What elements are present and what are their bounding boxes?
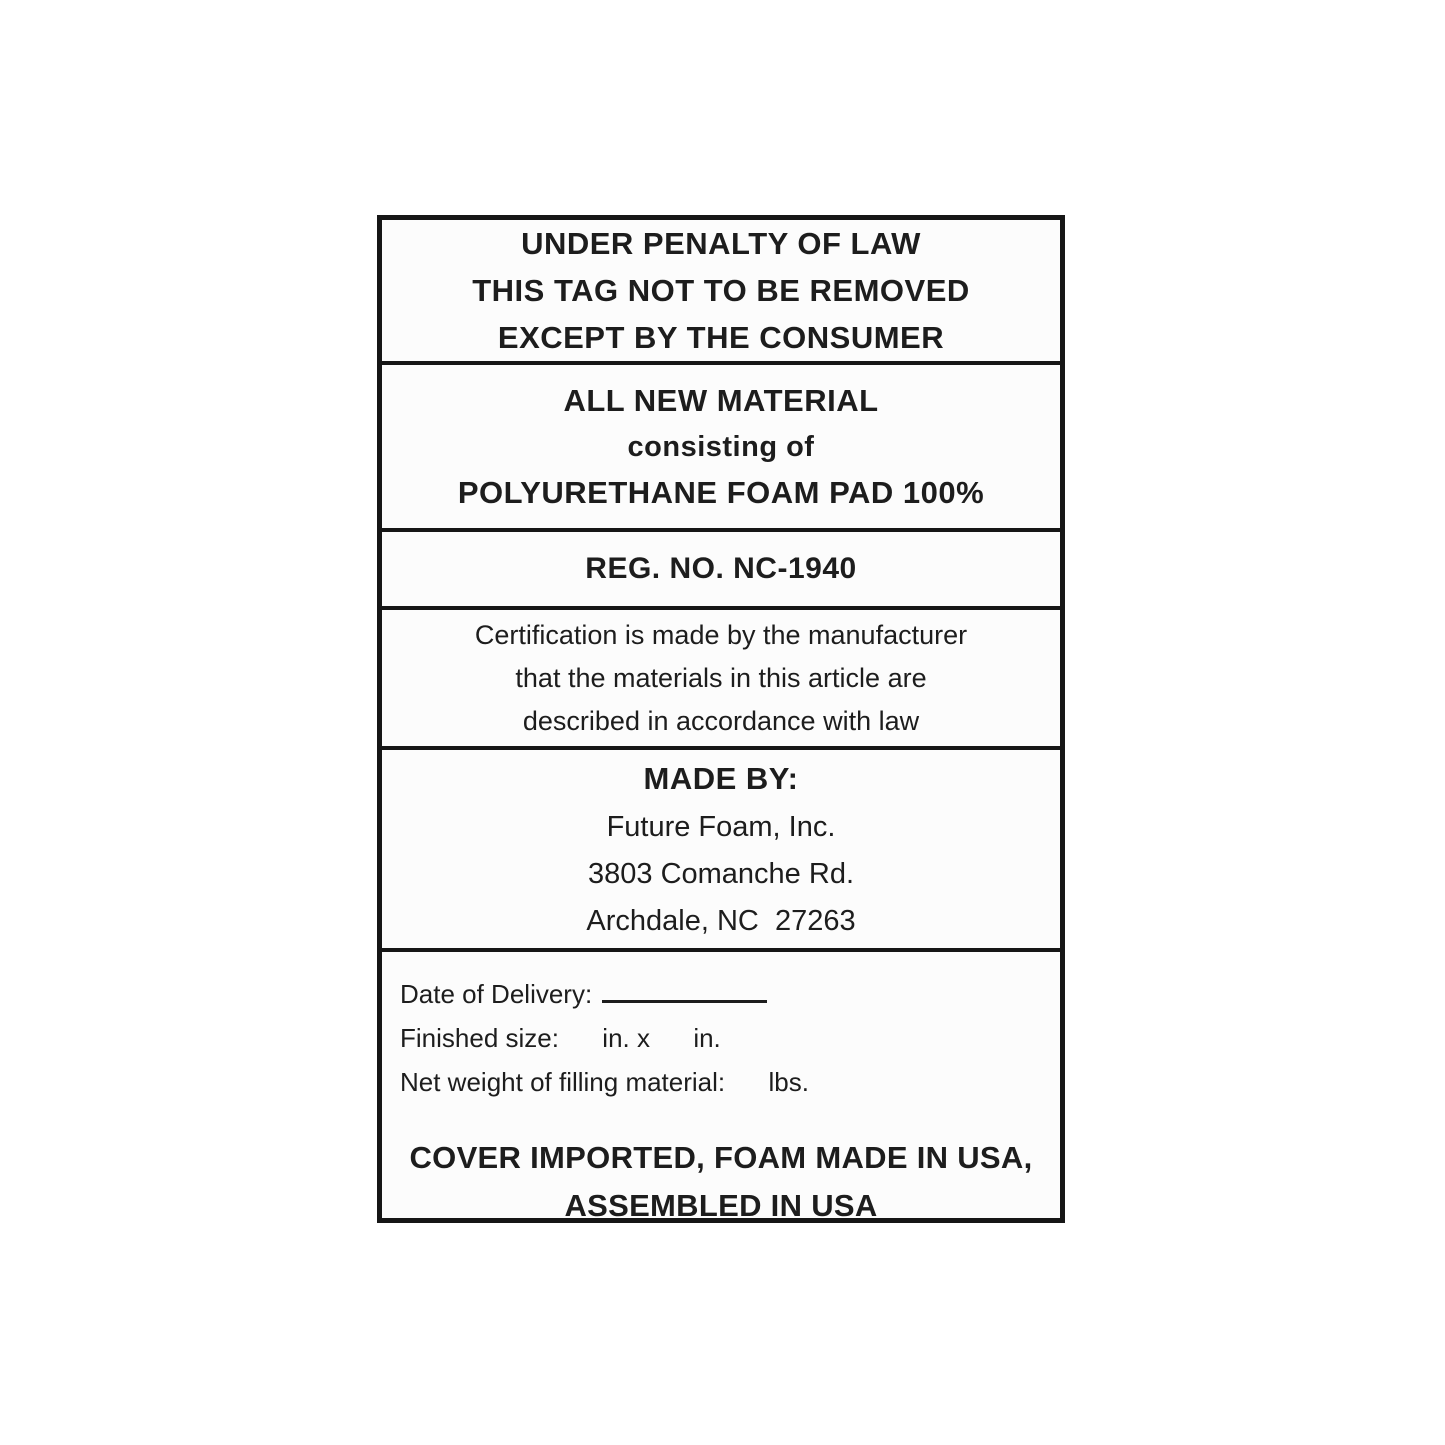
made-by-heading: MADE BY: bbox=[643, 760, 799, 796]
origin-statement bbox=[400, 1134, 1042, 1230]
date-of-delivery-row bbox=[400, 972, 1042, 1016]
net-weight-row: Net weight of filling material: lbs. bbox=[400, 1067, 809, 1097]
registration-section bbox=[382, 532, 1060, 610]
certification-line: that the materials in this article are bbox=[515, 662, 927, 693]
date-of-delivery-label: Date of Delivery: bbox=[400, 979, 593, 1009]
finished-size-row: Finished size: in. x in. bbox=[400, 1023, 721, 1053]
manufacturer-name: Future Foam, Inc. bbox=[606, 810, 836, 843]
certification-line: described in accordance with law bbox=[522, 705, 920, 736]
penalty-line: EXCEPT BY THE CONSUMER bbox=[497, 320, 945, 355]
manufacturer-city-state-zip: Archdale, NC 27263 bbox=[586, 904, 856, 937]
registration-number: REG. NO. NC-1940 bbox=[585, 552, 857, 585]
date-of-delivery-blank bbox=[602, 973, 767, 1003]
origin-line: COVER IMPORTED, FOAM MADE IN USA, bbox=[409, 1140, 1033, 1175]
penalty-line: THIS TAG NOT TO BE REMOVED bbox=[472, 273, 970, 308]
material-line: POLYURETHANE FOAM PAD 100% bbox=[457, 474, 985, 510]
details-section bbox=[382, 952, 1060, 1223]
penalty-section bbox=[382, 220, 1060, 365]
made-by-section bbox=[382, 750, 1060, 952]
manufacturer-street: 3803 Comanche Rd. bbox=[588, 857, 854, 890]
material-line: consisting of bbox=[627, 430, 815, 463]
material-line: ALL NEW MATERIAL bbox=[563, 382, 879, 418]
origin-line: ASSEMBLED IN USA bbox=[564, 1188, 878, 1223]
law-label-tag bbox=[377, 215, 1065, 1223]
certification-line: Certification is made by the manufacturer bbox=[474, 619, 968, 650]
material-section bbox=[382, 365, 1060, 532]
certification-section bbox=[382, 610, 1060, 750]
penalty-line: UNDER PENALTY OF LAW bbox=[521, 226, 921, 261]
